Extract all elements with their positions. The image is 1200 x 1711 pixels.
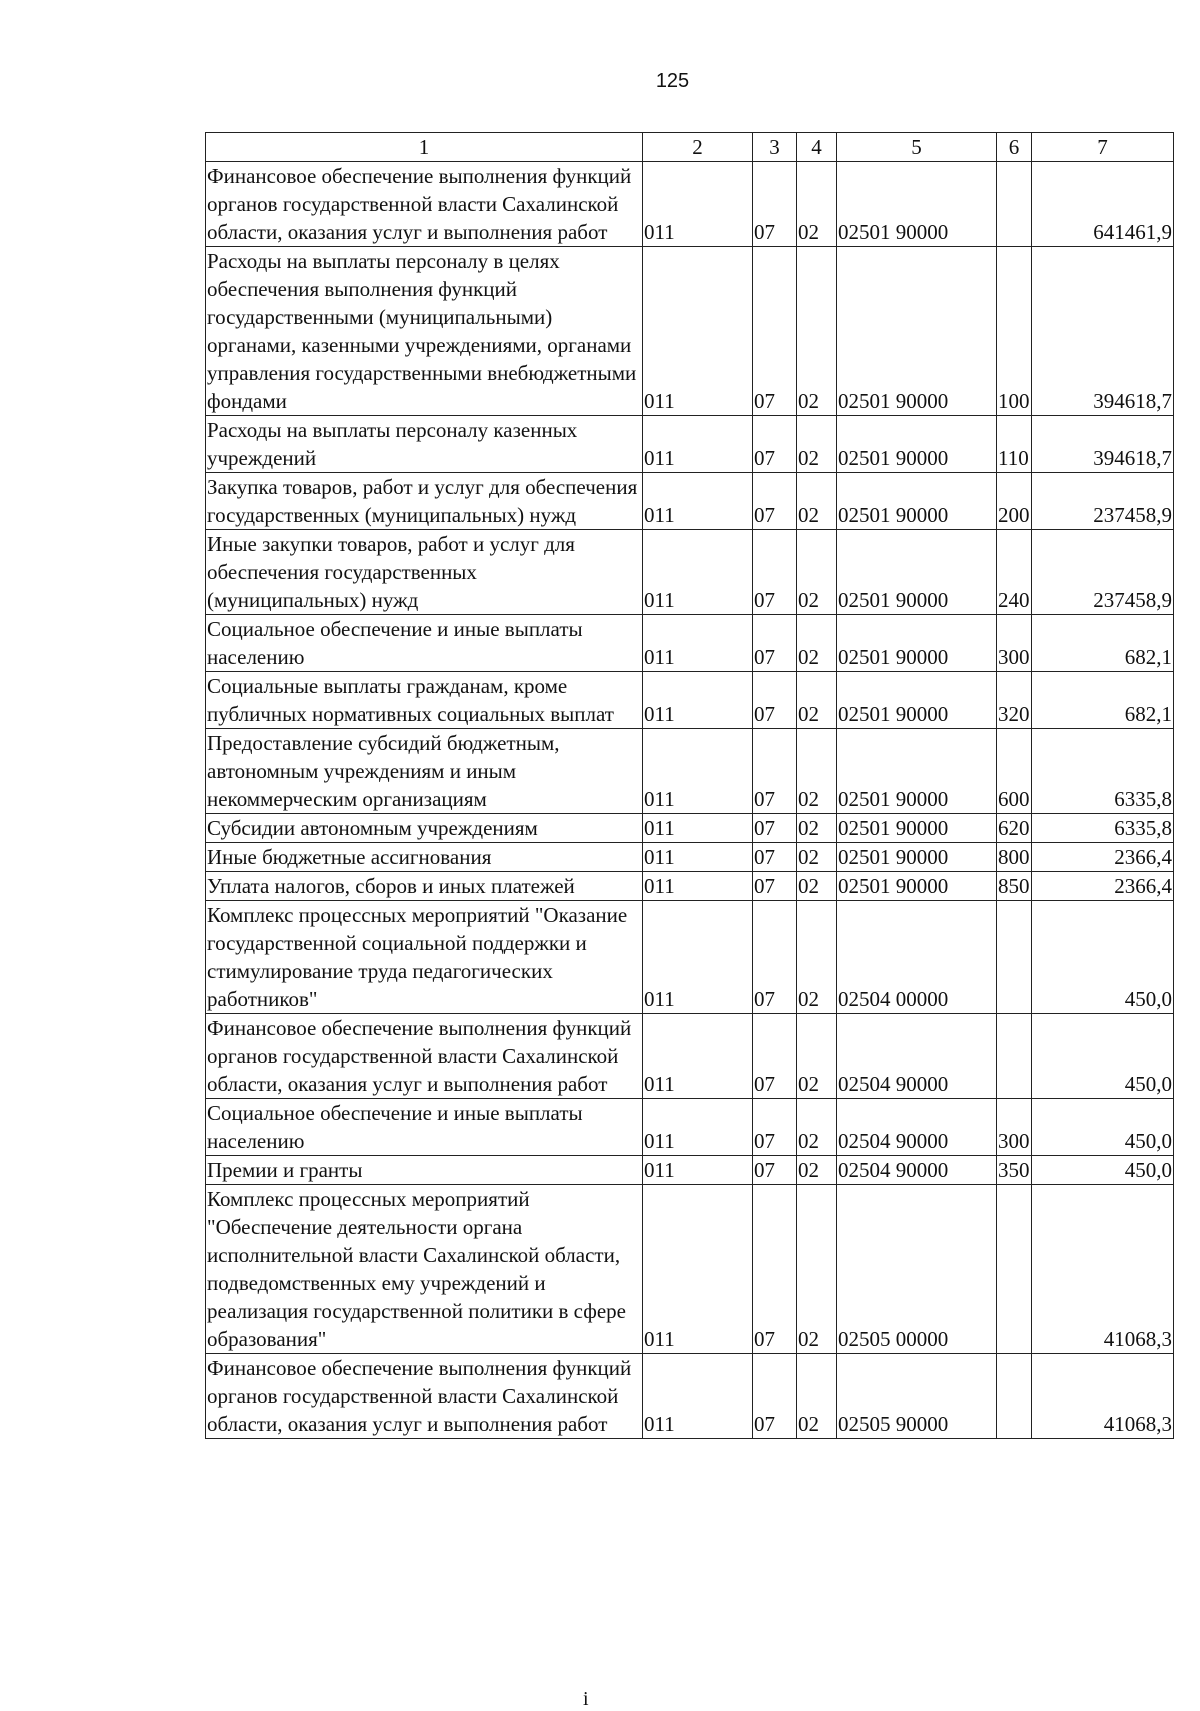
cell-amount: 682,1 (1032, 672, 1174, 729)
cell-expense-type (997, 1354, 1032, 1439)
column-header-4: 4 (797, 133, 837, 162)
cell-subsection: 02 (797, 1099, 837, 1156)
cell-expense-type: 100 (997, 247, 1032, 416)
cell-subsection: 02 (797, 247, 837, 416)
cell-description: Субсидии автономным учреждениям (206, 814, 643, 843)
cell-description: Социальное обеспечение и иные выплаты населению (206, 615, 643, 672)
cell-expense-type: 620 (997, 814, 1032, 843)
cell-description: Финансовое обеспечение выполнения функций органов государственной власти Сахалинской области, оказания услуг и выполнения работ (206, 162, 643, 247)
cell-amount: 41068,3 (1032, 1354, 1174, 1439)
cell-amount: 450,0 (1032, 1156, 1174, 1185)
cell-target-article: 02501 90000 (837, 530, 997, 615)
cell-section: 07 (753, 473, 797, 530)
cell-section: 07 (753, 162, 797, 247)
cell-target-article: 02505 90000 (837, 1354, 997, 1439)
cell-section: 07 (753, 729, 797, 814)
cell-amount: 450,0 (1032, 1014, 1174, 1099)
cell-target-article: 02501 90000 (837, 416, 997, 473)
cell-amount: 641461,9 (1032, 162, 1174, 247)
cell-subsection: 02 (797, 473, 837, 530)
column-header-1: 1 (206, 133, 643, 162)
table-body (206, 162, 1174, 1439)
cell-amount: 450,0 (1032, 1099, 1174, 1156)
cell-expense-type: 800 (997, 843, 1032, 872)
cell-amount: 394618,7 (1032, 416, 1174, 473)
cell-expense-type: 110 (997, 416, 1032, 473)
cell-code: 011 (643, 872, 753, 901)
cell-expense-type: 240 (997, 530, 1032, 615)
table-row (206, 473, 1174, 530)
cell-amount: 237458,9 (1032, 530, 1174, 615)
cell-target-article: 02504 90000 (837, 1099, 997, 1156)
cell-amount: 41068,3 (1032, 1185, 1174, 1354)
cell-target-article: 02501 90000 (837, 615, 997, 672)
table-row (206, 1185, 1174, 1354)
cell-description: Комплекс процессных мероприятий "Оказание государственной социальной поддержки и стимулирование труда педагогических работников" (206, 901, 643, 1014)
page-number: 125 (655, 70, 690, 92)
cell-subsection: 02 (797, 872, 837, 901)
cell-section: 07 (753, 615, 797, 672)
table-row (206, 416, 1174, 473)
cell-amount: 394618,7 (1032, 247, 1174, 416)
cell-code: 011 (643, 843, 753, 872)
cell-amount: 6335,8 (1032, 814, 1174, 843)
header-row (206, 133, 1174, 162)
cell-amount: 450,0 (1032, 901, 1174, 1014)
cell-amount: 6335,8 (1032, 729, 1174, 814)
cell-expense-type (997, 1185, 1032, 1354)
cell-section: 07 (753, 416, 797, 473)
cell-subsection: 02 (797, 672, 837, 729)
column-header-7: 7 (1032, 133, 1174, 162)
table-row (206, 729, 1174, 814)
cell-expense-type: 350 (997, 1156, 1032, 1185)
column-header-6: 6 (997, 133, 1032, 162)
cell-code: 011 (643, 1354, 753, 1439)
bottom-mark: i (583, 1688, 589, 1710)
cell-section: 07 (753, 1156, 797, 1185)
table-row (206, 901, 1174, 1014)
cell-section: 07 (753, 901, 797, 1014)
cell-expense-type: 600 (997, 729, 1032, 814)
cell-expense-type (997, 1014, 1032, 1099)
cell-code: 011 (643, 615, 753, 672)
cell-subsection: 02 (797, 1354, 837, 1439)
cell-code: 011 (643, 530, 753, 615)
cell-description: Предоставление субсидий бюджетным, автономным учреждениям и иным некоммерческим организациям (206, 729, 643, 814)
table-row (206, 247, 1174, 416)
cell-subsection: 02 (797, 814, 837, 843)
cell-expense-type: 300 (997, 1099, 1032, 1156)
cell-code: 011 (643, 162, 753, 247)
cell-code: 011 (643, 1014, 753, 1099)
cell-subsection: 02 (797, 901, 837, 1014)
cell-description: Закупка товаров, работ и услуг для обеспечения государственных (муниципальных) нужд (206, 473, 643, 530)
cell-target-article: 02501 90000 (837, 672, 997, 729)
cell-subsection: 02 (797, 1156, 837, 1185)
cell-section: 07 (753, 843, 797, 872)
cell-amount: 2366,4 (1032, 843, 1174, 872)
cell-expense-type: 320 (997, 672, 1032, 729)
cell-description: Социальное обеспечение и иные выплаты населению (206, 1099, 643, 1156)
cell-target-article: 02501 90000 (837, 162, 997, 247)
cell-description: Комплекс процессных мероприятий "Обеспечение деятельности органа исполнительной власти Сахалинской области, подведомственных ему учреждений и реализация государственной политики в сфере образования" (206, 1185, 643, 1354)
cell-section: 07 (753, 872, 797, 901)
cell-expense-type: 300 (997, 615, 1032, 672)
cell-code: 011 (643, 416, 753, 473)
cell-code: 011 (643, 729, 753, 814)
cell-amount: 682,1 (1032, 615, 1174, 672)
cell-code: 011 (643, 1156, 753, 1185)
cell-target-article: 02501 90000 (837, 473, 997, 530)
cell-section: 07 (753, 1014, 797, 1099)
table-row (206, 530, 1174, 615)
table-row (206, 814, 1174, 843)
cell-subsection: 02 (797, 1014, 837, 1099)
cell-expense-type (997, 901, 1032, 1014)
cell-subsection: 02 (797, 843, 837, 872)
cell-target-article: 02501 90000 (837, 872, 997, 901)
table-row (206, 1156, 1174, 1185)
cell-description: Социальные выплаты гражданам, кроме публичных нормативных социальных выплат (206, 672, 643, 729)
cell-target-article: 02504 00000 (837, 901, 997, 1014)
cell-description: Финансовое обеспечение выполнения функций органов государственной власти Сахалинской области, оказания услуг и выполнения работ (206, 1354, 643, 1439)
cell-target-article: 02505 00000 (837, 1185, 997, 1354)
cell-target-article: 02501 90000 (837, 843, 997, 872)
cell-code: 011 (643, 814, 753, 843)
cell-subsection: 02 (797, 530, 837, 615)
cell-expense-type (997, 162, 1032, 247)
table-row (206, 872, 1174, 901)
column-header-5: 5 (837, 133, 997, 162)
cell-section: 07 (753, 530, 797, 615)
cell-target-article: 02501 90000 (837, 814, 997, 843)
table-row (206, 843, 1174, 872)
table-row (206, 162, 1174, 247)
table-row (206, 672, 1174, 729)
cell-description: Расходы на выплаты персоналу в целях обеспечения выполнения функций государственными (муниципальными) органами, казенными учреждениями, органами управления государственными внебюджетными фондами (206, 247, 643, 416)
cell-description: Иные закупки товаров, работ и услуг для обеспечения государственных (муниципальных) нужд (206, 530, 643, 615)
cell-subsection: 02 (797, 729, 837, 814)
cell-description: Финансовое обеспечение выполнения функций органов государственной власти Сахалинской области, оказания услуг и выполнения работ (206, 1014, 643, 1099)
column-header-2: 2 (643, 133, 753, 162)
cell-target-article: 02501 90000 (837, 729, 997, 814)
cell-code: 011 (643, 1185, 753, 1354)
cell-description: Уплата налогов, сборов и иных платежей (206, 872, 643, 901)
cell-section: 07 (753, 814, 797, 843)
cell-expense-type: 850 (997, 872, 1032, 901)
cell-description: Премии и гранты (206, 1156, 643, 1185)
cell-amount: 237458,9 (1032, 473, 1174, 530)
table-row (206, 1014, 1174, 1099)
cell-description: Иные бюджетные ассигнования (206, 843, 643, 872)
cell-subsection: 02 (797, 615, 837, 672)
cell-code: 011 (643, 247, 753, 416)
cell-code: 011 (643, 473, 753, 530)
cell-section: 07 (753, 1099, 797, 1156)
cell-expense-type: 200 (997, 473, 1032, 530)
cell-subsection: 02 (797, 1185, 837, 1354)
cell-description: Расходы на выплаты персоналу казенных учреждений (206, 416, 643, 473)
cell-section: 07 (753, 1185, 797, 1354)
cell-amount: 2366,4 (1032, 872, 1174, 901)
column-header-3: 3 (753, 133, 797, 162)
cell-section: 07 (753, 1354, 797, 1439)
cell-target-article: 02501 90000 (837, 247, 997, 416)
cell-code: 011 (643, 672, 753, 729)
cell-subsection: 02 (797, 416, 837, 473)
cell-subsection: 02 (797, 162, 837, 247)
table-row (206, 1354, 1174, 1439)
table-row (206, 615, 1174, 672)
table-row (206, 1099, 1174, 1156)
cell-section: 07 (753, 672, 797, 729)
cell-target-article: 02504 90000 (837, 1156, 997, 1185)
cell-section: 07 (753, 247, 797, 416)
cell-code: 011 (643, 901, 753, 1014)
budget-table (205, 132, 1174, 1439)
cell-code: 011 (643, 1099, 753, 1156)
cell-target-article: 02504 90000 (837, 1014, 997, 1099)
